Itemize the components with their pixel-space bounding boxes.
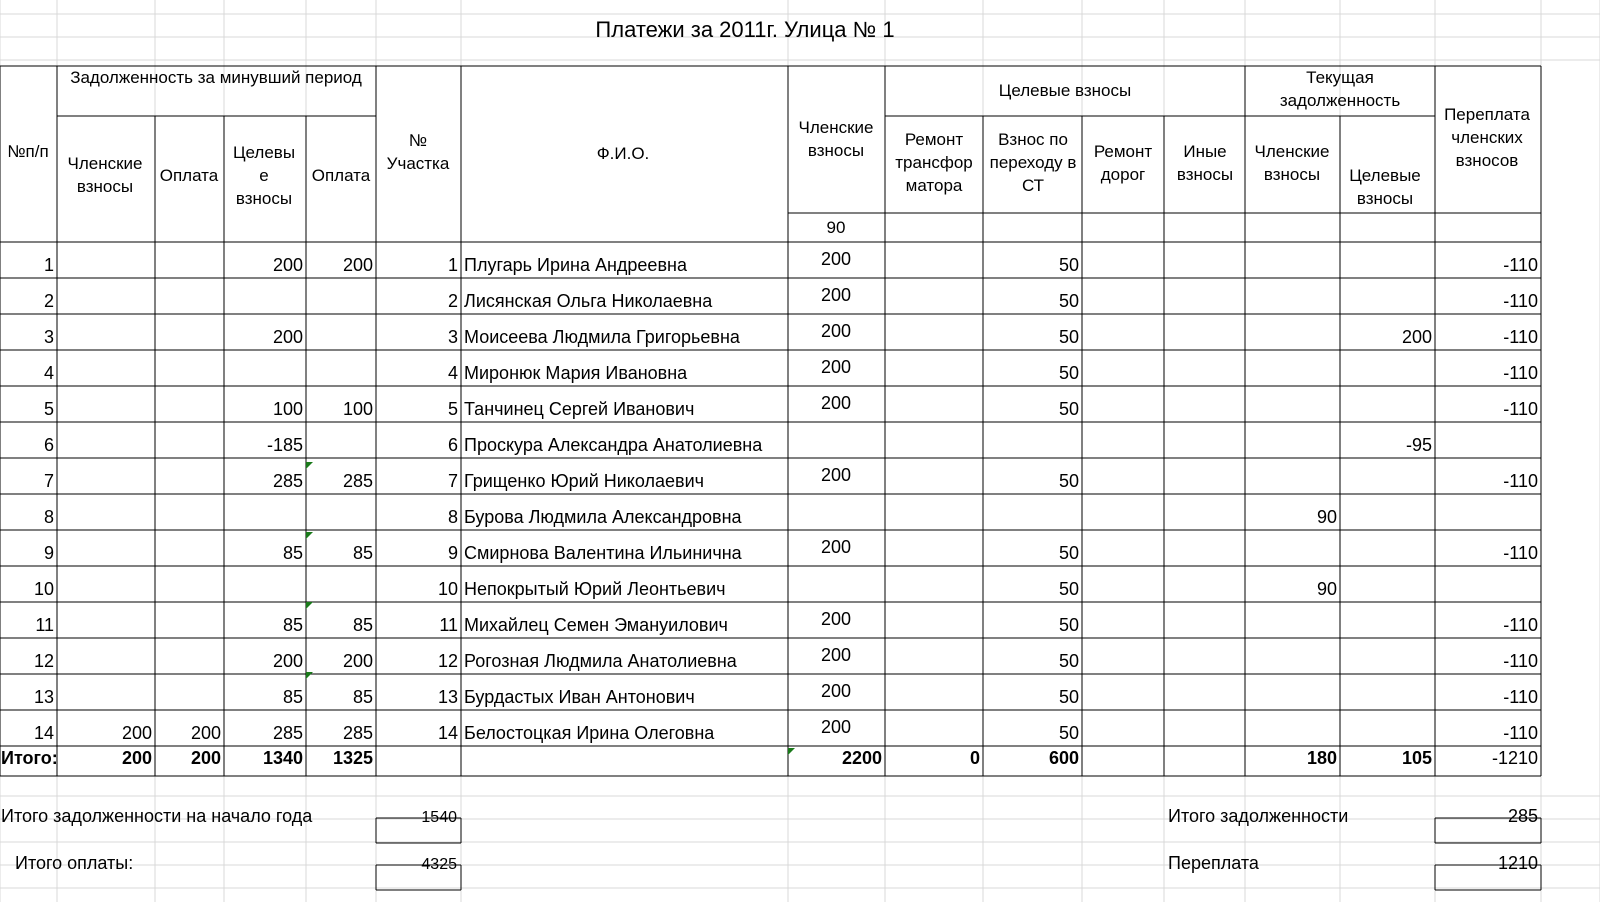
cell-st[interactable]: 50: [1058, 327, 1079, 347]
cell-mf[interactable]: 200: [820, 321, 852, 341]
cell-n[interactable]: 7: [43, 471, 54, 491]
header-debt-prev-member[interactable]: Членские взносы: [67, 154, 143, 196]
cell-op[interactable]: -110: [1503, 651, 1538, 671]
cell-mf[interactable]: 200: [820, 537, 852, 557]
cell-n[interactable]: 8: [43, 507, 54, 527]
header-cur-member[interactable]: Членские взносы: [1254, 142, 1330, 184]
header-target[interactable]: Целевые взносы: [998, 81, 1132, 100]
cell-ct[interactable]: -95: [1405, 435, 1432, 455]
cell-t[interactable]: 200: [272, 255, 303, 275]
cell-st[interactable]: 50: [1058, 579, 1079, 599]
total-p1[interactable]: 200: [190, 748, 221, 768]
cell-fio[interactable]: Танчинец Сергей Иванович: [464, 399, 695, 419]
total-st[interactable]: 600: [1048, 748, 1079, 768]
cell-plot[interactable]: 4: [447, 363, 458, 383]
cell-op[interactable]: -110: [1503, 687, 1538, 707]
cell-t[interactable]: 85: [282, 687, 303, 707]
header-transformer[interactable]: Ремонт трансфор матора: [895, 130, 973, 195]
cell-op[interactable]: -110: [1503, 291, 1538, 311]
cell-fio[interactable]: Михайлец Семен Эмануилович: [464, 615, 728, 635]
cell-st[interactable]: 50: [1058, 543, 1079, 563]
cell-op[interactable]: -110: [1503, 399, 1538, 419]
cell-t[interactable]: 200: [272, 327, 303, 347]
total-cm[interactable]: 180: [1306, 748, 1337, 768]
header-cur-target[interactable]: Целевые взносы: [1349, 166, 1421, 208]
cell-mf[interactable]: 200: [820, 681, 852, 701]
cell-fio[interactable]: Белостоцкая Ирина Олеговна: [464, 723, 715, 743]
cell-t[interactable]: -185: [266, 435, 303, 455]
total-mf[interactable]: 2200: [841, 748, 882, 768]
cell-op[interactable]: -110: [1503, 363, 1538, 383]
cell-fio[interactable]: Непокрытый Юрий Леонтьевич: [464, 579, 726, 599]
cell-n[interactable]: 10: [33, 579, 54, 599]
header-num[interactable]: №п/п: [7, 142, 49, 161]
cell-cm[interactable]: 90: [1316, 579, 1337, 599]
total-label[interactable]: Итого:: [1, 748, 58, 768]
cell-fio[interactable]: Лисянская Ольга Николаевна: [464, 291, 713, 311]
cell-p2[interactable]: 100: [342, 399, 373, 419]
header-plot[interactable]: № Участка: [386, 131, 450, 173]
cell-mf[interactable]: 200: [820, 717, 852, 737]
comment-marker-icon[interactable]: [306, 532, 313, 539]
cell-st[interactable]: 50: [1058, 723, 1079, 743]
cell-n[interactable]: 9: [43, 543, 54, 563]
cell-st[interactable]: 50: [1058, 291, 1079, 311]
cell-fio[interactable]: Смирнова Валентина Ильинична: [464, 543, 742, 563]
cell-fio[interactable]: Проскура Александра Анатолиевна: [464, 435, 763, 455]
summary-paid-value[interactable]: 4325: [421, 856, 457, 873]
header-debt-prev[interactable]: Задолженность за минувший период: [70, 68, 362, 87]
cell-n[interactable]: 2: [43, 291, 54, 311]
cell-n[interactable]: 5: [43, 399, 54, 419]
cell-ct[interactable]: 200: [1401, 327, 1432, 347]
cell-plot[interactable]: 2: [447, 291, 458, 311]
cell-plot[interactable]: 6: [447, 435, 458, 455]
cell-mf[interactable]: 200: [820, 249, 852, 269]
total-m[interactable]: 200: [121, 748, 152, 768]
cell-p2[interactable]: 85: [352, 615, 373, 635]
cell-n[interactable]: 14: [33, 723, 54, 743]
cell-st[interactable]: 50: [1058, 615, 1079, 635]
cell-st[interactable]: 50: [1058, 651, 1079, 671]
cell-mf[interactable]: 200: [820, 285, 852, 305]
cell-mf[interactable]: 200: [820, 465, 852, 485]
sheet-title: Платежи за 2011г. Улица № 1: [595, 17, 895, 42]
cell-op[interactable]: -110: [1503, 471, 1538, 491]
cell-op[interactable]: -110: [1503, 327, 1538, 347]
summary-paid-label: Итого оплаты:: [15, 853, 134, 873]
cell-t[interactable]: 85: [282, 615, 303, 635]
cell-plot[interactable]: 9: [447, 543, 458, 563]
cell-op[interactable]: -110: [1503, 615, 1538, 635]
summary-debt-start-value[interactable]: 1540: [421, 809, 457, 826]
cell-st[interactable]: 50: [1058, 687, 1079, 707]
cell-plot[interactable]: 3: [447, 327, 458, 347]
cell-n[interactable]: 4: [43, 363, 54, 383]
header-debt-prev-pay2[interactable]: Оплата: [311, 166, 371, 185]
cell-plot[interactable]: 14: [437, 723, 458, 743]
cell-op[interactable]: -110: [1503, 255, 1538, 275]
cell-p2[interactable]: 200: [342, 255, 373, 275]
cell-fio[interactable]: Грищенко Юрий Николаевич: [464, 471, 705, 491]
comment-marker-icon[interactable]: [788, 748, 795, 755]
cell-t[interactable]: 200: [272, 651, 303, 671]
cell-plot[interactable]: 1: [447, 255, 458, 275]
cell-p2[interactable]: 200: [342, 651, 373, 671]
cell-t[interactable]: 100: [272, 399, 303, 419]
cell-plot[interactable]: 13: [437, 687, 458, 707]
cell-fio[interactable]: Рогозная Людмила Анатолиевна: [464, 651, 737, 671]
cell-cm[interactable]: 90: [1316, 507, 1337, 527]
header-overpay[interactable]: Переплата членских взносов: [1444, 105, 1530, 170]
comment-marker-icon[interactable]: [306, 602, 313, 609]
cell-plot[interactable]: 7: [447, 471, 458, 491]
header-other[interactable]: Иные взносы: [1176, 142, 1234, 184]
comment-marker-icon[interactable]: [306, 462, 313, 469]
cell-plot[interactable]: 11: [439, 615, 458, 635]
cell-st[interactable]: 50: [1058, 471, 1079, 491]
cell-mf[interactable]: 200: [820, 393, 852, 413]
cell-m[interactable]: 200: [121, 723, 152, 743]
summary-debt-start-label: Итого задолженности на начало года: [1, 806, 313, 826]
summary-debt-total-value[interactable]: 285: [1507, 806, 1538, 826]
cell-n[interactable]: 3: [43, 327, 54, 347]
cell-st[interactable]: 50: [1058, 255, 1079, 275]
header-fio[interactable]: Ф.И.О.: [596, 144, 650, 163]
summary-overpay-label: Переплата: [1168, 853, 1259, 873]
cell-n[interactable]: 1: [43, 255, 54, 275]
cell-mf[interactable]: 200: [820, 645, 852, 665]
total-op[interactable]: -1210: [1491, 748, 1538, 768]
cell-n[interactable]: 11: [35, 615, 54, 635]
cell-fio[interactable]: Миронюк Мария Ивановна: [464, 363, 688, 383]
cell-p2[interactable]: 285: [342, 723, 373, 743]
cell-n[interactable]: 6: [43, 435, 54, 455]
cell-plot[interactable]: 8: [447, 507, 458, 527]
cell-plot[interactable]: 10: [437, 579, 458, 599]
cell-plot[interactable]: 5: [447, 399, 458, 419]
cell-t[interactable]: 285: [272, 471, 303, 491]
cell-p2[interactable]: 85: [352, 687, 373, 707]
cell-n[interactable]: 12: [33, 651, 54, 671]
cell-mf[interactable]: 200: [820, 609, 852, 629]
total-tr[interactable]: 0: [969, 748, 980, 768]
cell-p2[interactable]: 85: [352, 543, 373, 563]
total-ct[interactable]: 105: [1401, 748, 1432, 768]
header-debt-prev-pay1[interactable]: Оплата: [159, 166, 219, 185]
header-debt-prev-target[interactable]: Целевы е взносы: [232, 143, 296, 208]
cell-p1[interactable]: 200: [190, 723, 221, 743]
cell-n[interactable]: 13: [33, 687, 54, 707]
cell-st[interactable]: 50: [1058, 363, 1079, 383]
cell-plot[interactable]: 12: [437, 651, 458, 671]
cell-fio[interactable]: Плугарь Ирина Андреевна: [464, 255, 687, 275]
cell-fio[interactable]: Моисеева Людмила Григорьевна: [464, 327, 740, 347]
header-member-fee-rate[interactable]: 90: [826, 218, 846, 237]
cell-fio[interactable]: Бурова Людмила Александровна: [464, 507, 742, 527]
total-t[interactable]: 1340: [262, 748, 303, 768]
summary-overpay-value[interactable]: 1210: [1497, 853, 1538, 873]
total-p2[interactable]: 1325: [332, 748, 373, 768]
cell-op[interactable]: -110: [1503, 543, 1538, 563]
cell-op[interactable]: -110: [1503, 723, 1538, 743]
cell-p2[interactable]: 285: [342, 471, 373, 491]
comment-marker-icon[interactable]: [306, 672, 313, 679]
header-current-debt[interactable]: Текущая задолженность: [1279, 68, 1401, 110]
header-roads[interactable]: Ремонт дорог: [1093, 142, 1153, 184]
header-member-fees[interactable]: Членские взносы: [798, 118, 874, 160]
cell-t[interactable]: 285: [272, 723, 303, 743]
header-transition[interactable]: Взнос по переходу в СТ: [989, 130, 1077, 195]
cell-fio[interactable]: Бурдастых Иван Антонович: [464, 687, 695, 707]
summary-debt-total-label: Итого задолженности: [1168, 806, 1349, 826]
cell-t[interactable]: 85: [282, 543, 303, 563]
cell-mf[interactable]: 200: [820, 357, 852, 377]
cell-st[interactable]: 50: [1058, 399, 1079, 419]
